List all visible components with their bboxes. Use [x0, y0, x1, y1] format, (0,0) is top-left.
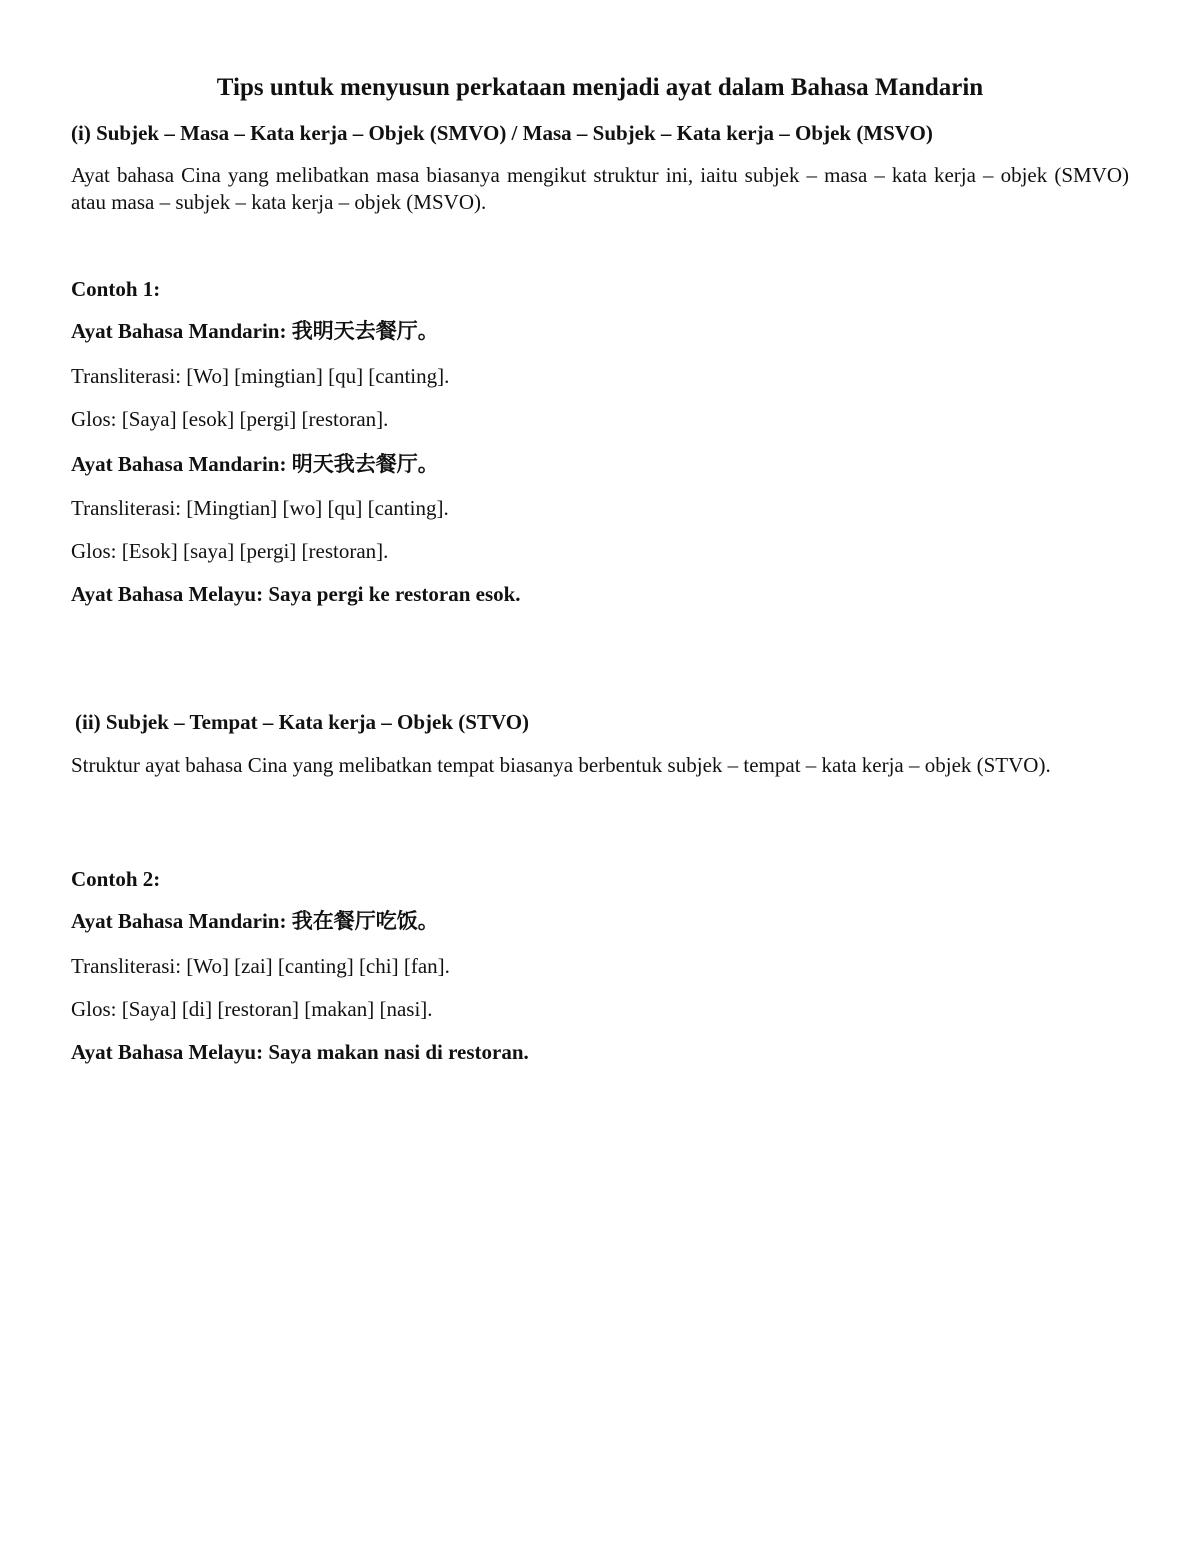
- section-1-paragraph: Ayat bahasa Cina yang melibatkan masa biasanya mengikut struktur ini, iaitu subjek – masa – kata kerja – objek (SMVO) atau masa – subjek – kata kerja – objek (MSVO).: [71, 163, 1129, 214]
- example-2a-transliteration: Transliterasi: [Wo] [zai] [canting] [chi] [fan].: [71, 954, 450, 978]
- mandarin-label: Ayat Bahasa Mandarin:: [71, 452, 287, 476]
- example-1-malay-sentence: Ayat Bahasa Melayu: Saya pergi ke restoran esok.: [71, 582, 521, 606]
- example-2a-mandarin-line: [71, 908, 1129, 934]
- example-2-malay-sentence: Ayat Bahasa Melayu: Saya makan nasi di restoran.: [71, 1040, 529, 1064]
- example-1b-transliteration: Transliterasi: [Mingtian] [wo] [qu] [canting].: [71, 496, 449, 520]
- mandarin-label: Ayat Bahasa Mandarin:: [71, 319, 287, 343]
- example-1-label: Contoh 1:: [71, 277, 161, 301]
- mandarin-label: Ayat Bahasa Mandarin:: [71, 909, 287, 933]
- section-1-heading: (i) Subjek – Masa – Kata kerja – Objek (SMVO) / Masa – Subjek – Kata kerja – Objek (MSVO): [71, 121, 933, 145]
- mandarin-sentence: 我在餐厅吃饭。: [291, 909, 439, 933]
- mandarin-sentence: 我明天去餐厅。: [291, 319, 439, 343]
- example-1b-mandarin-line: [71, 451, 1129, 477]
- example-2a-gloss: Glos: [Saya] [di] [restoran] [makan] [nasi].: [71, 997, 433, 1021]
- example-1a-gloss: Glos: [Saya] [esok] [pergi] [restoran].: [71, 407, 389, 431]
- section-2-heading: (ii) Subjek – Tempat – Kata kerja – Objek (STVO): [75, 710, 530, 734]
- document-title: Tips untuk menyusun perkataan menjadi ayat dalam Bahasa Mandarin: [216, 74, 984, 101]
- example-2-label: Contoh 2:: [71, 867, 161, 891]
- section-2-paragraph: Struktur ayat bahasa Cina yang melibatkan tempat biasanya berbentuk subjek – tempat – kata kerja – objek (STVO).: [71, 753, 1051, 777]
- mandarin-sentence: 明天我去餐厅。: [291, 452, 439, 476]
- example-1a-transliteration: Transliterasi: [Wo] [mingtian] [qu] [canting].: [71, 364, 450, 388]
- example-1b-gloss: Glos: [Esok] [saya] [pergi] [restoran].: [71, 539, 389, 563]
- example-1a-mandarin-line: [71, 318, 1129, 344]
